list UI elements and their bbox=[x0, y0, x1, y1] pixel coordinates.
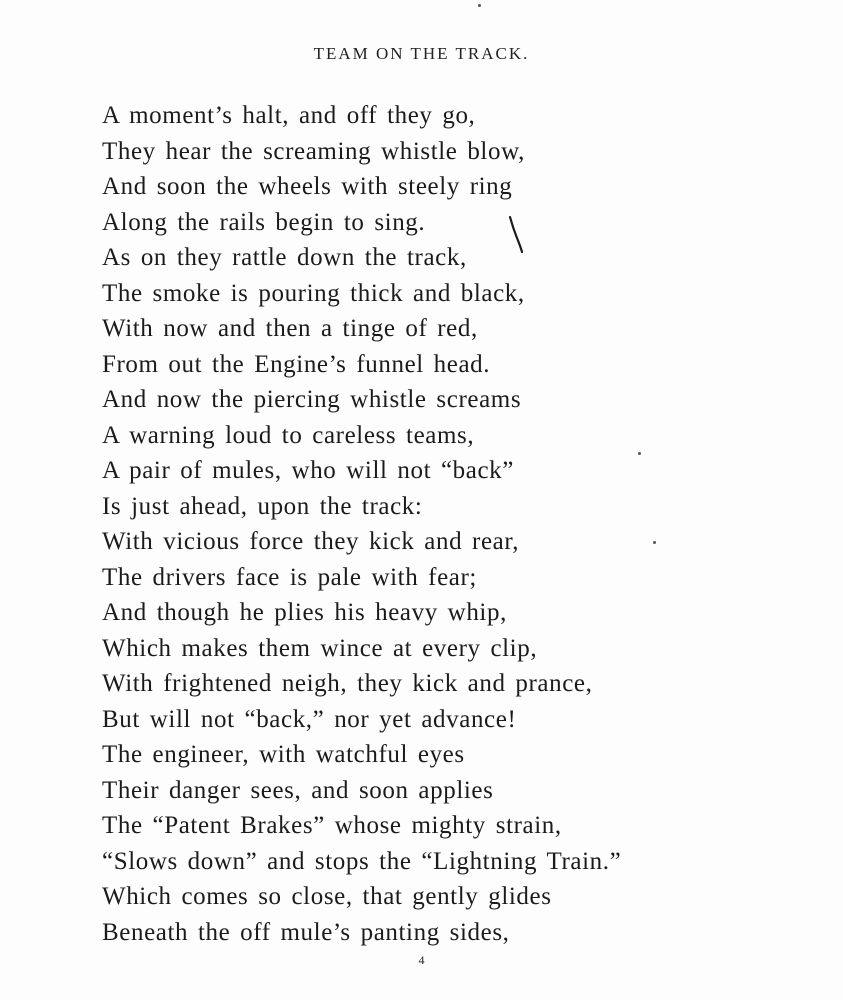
page-number: 4 bbox=[418, 953, 425, 967]
poem-line: Along the rails begin to sing. bbox=[102, 208, 426, 236]
poem-line: Their danger sees, and soon applies bbox=[102, 776, 494, 804]
poem-line: And though he plies his heavy whip, bbox=[102, 599, 507, 626]
poem-line: The engineer, with watchful eyes bbox=[102, 741, 465, 768]
poem-line: And soon the wheels with steely ring bbox=[102, 173, 513, 200]
poem-line: The drivers face is pale with fear; bbox=[102, 563, 477, 591]
poem-line: A moment’s halt, and off they go, bbox=[102, 102, 476, 129]
poem-line: The “Patent Brakes” whose mighty strain, bbox=[102, 812, 562, 839]
ink-speck bbox=[653, 541, 656, 544]
poem-title: TEAM ON THE TRACK. bbox=[313, 44, 530, 63]
ink-speck bbox=[638, 452, 641, 455]
poem-line: And now the piercing whistle screams bbox=[102, 386, 522, 413]
poem-line: Is just ahead, upon the track: bbox=[102, 492, 423, 520]
poem-line: With frightened neigh, they kick and prance, bbox=[102, 670, 593, 697]
poem-line: They hear the screaming whistle blow, bbox=[102, 137, 525, 165]
poem-line: A pair of mules, who will not “back” bbox=[102, 457, 514, 484]
poem-line: As on they rattle down the track, bbox=[102, 244, 467, 271]
ink-speck bbox=[478, 4, 481, 7]
poem-line: From out the Engine’s funnel head. bbox=[102, 350, 491, 378]
poem-line: Beneath the off mule’s panting sides, bbox=[102, 918, 510, 946]
poem-line: The smoke is pouring thick and black, bbox=[102, 279, 525, 307]
poem-line: “Slows down” and stops the “Lightning Train.” bbox=[102, 847, 622, 875]
pen-stroke-mark bbox=[507, 214, 527, 256]
poem-line: Which makes them wince at every clip, bbox=[102, 634, 538, 662]
poem-line: Which comes so close, that gently glides bbox=[102, 883, 552, 910]
poem-line: With now and then a tinge of red, bbox=[102, 315, 478, 342]
poem-line: With vicious force they kick and rear, bbox=[102, 528, 520, 555]
poem-line: But will not “back,” nor yet advance! bbox=[102, 705, 517, 733]
poem-line: A warning loud to careless teams, bbox=[102, 421, 475, 449]
poem-body bbox=[102, 98, 802, 950]
